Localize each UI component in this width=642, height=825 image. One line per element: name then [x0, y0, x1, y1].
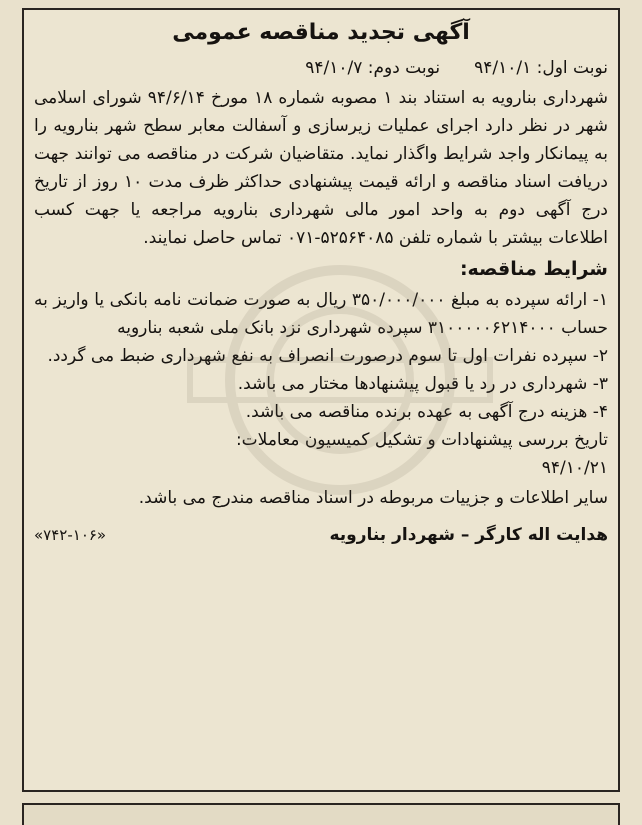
conditions-title: شرایط مناقصه: — [459, 258, 608, 280]
condition-item-3: ۳- شهرداری در رد یا قبول پیشنهادها مختار می باشد. — [237, 374, 608, 394]
first-round-date: نوبت اول: ۹۴/۱۰/۱ — [474, 58, 608, 78]
review-date: ۹۴/۱۰/۲۱ — [541, 458, 608, 478]
signature: هدایت اله کارگر – شهردار بنارویه — [329, 525, 608, 545]
condition-item-1: ۱- ارائه سپرده به مبلغ ۳۵۰/۰۰۰/۰۰۰ ریال به صورت ضمانت نامه بانکی یا واریز به حساب ۳۱۰۰۰۰۰۶۲۱۴۰۰۰ سپرده شهرداری نزد بانک ملی شعبه بنارویه — [34, 290, 608, 338]
review-label: تاریخ بررسی پیشنهادات و تشکیل کمیسیون معاملات: — [235, 430, 608, 450]
notice-card — [22, 8, 620, 792]
notice-title: آگهی تجدید مناقصه عمومی — [172, 20, 470, 45]
second-round-date: نوبت دوم: ۹۴/۱۰/۷ — [305, 58, 441, 78]
signature-row — [34, 522, 608, 548]
notice-code: «۷۴۲-۱۰۶» — [34, 526, 107, 544]
intro-paragraph: شهرداری بنارویه به استناد بند ۱ مصوبه شماره ۱۸ مورخ ۹۴/۶/۱۴ شورای اسلامی شهر در نظر دارد اجرای عملیات زیرسازی و آسفالت معابر سطح شهر بنارویه را به پیمانکار واجد شرایط واگذار نماید. متقاضیان شرکت در مناقصه می توانند جهت دریافت اسناد مناقصه و ارائه قیمت پیشنهادی حداکثر ظرف مدت ۱۰ روز از تاریخ درج آگهی دوم به واحد امور مالی شهرداری بنارویه مراجعه یا جهت کسب اطلاعات بیشتر با شماره تلفن ۵۲۵۶۴۰۸۵-۰۷۱ تماس حاصل نمایند. — [34, 88, 609, 248]
publication-schedule — [34, 56, 608, 80]
condition-item-4: ۴- هزینه درج آگهی به عهده برنده مناقصه می باشد. — [245, 402, 608, 422]
condition-item-2: ۲- سپرده نفرات اول تا سوم درصورت انصراف به نفع شهرداری ضبط می گردد. — [47, 346, 608, 366]
next-notice-strip — [22, 803, 620, 825]
closing-paragraph: سایر اطلاعات و جزییات مربوطه در اسناد مناقصه مندرج می باشد. — [138, 488, 608, 508]
